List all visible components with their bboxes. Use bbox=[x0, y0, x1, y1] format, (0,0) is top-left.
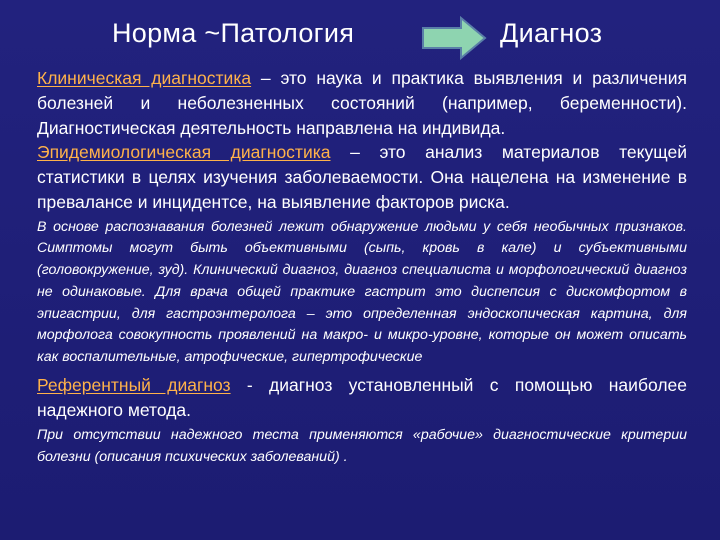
paragraph-epidemiological bbox=[37, 140, 687, 214]
term-reference-diagnosis: Референтный диагноз bbox=[37, 374, 231, 395]
title-diagnosis: Диагноз bbox=[500, 18, 603, 48]
term-epidemiological-diagnostics: Эпидемиологическая диагностика bbox=[37, 142, 331, 163]
paragraph-clinical bbox=[37, 66, 687, 140]
title-row bbox=[0, 16, 720, 60]
title-norm-pathology: Норма ~Патология bbox=[112, 18, 355, 48]
paragraph-recognition: В основе распознавания болезней лежит обнаружение людьми у себя необычных признаков. Симптомы могут быть объективными (сыпь, кровь в кале) и субъективными (головокружение, зуд). Клинический диагноз, диагноз специалиста и морфологический диагноз не одинаковые. Для врача общей практике гастрит это диспепсия с дискомфортом в эпигастрии, для гастроэнтеролога – это определенная эндоскопическая картина, для морфолога совокупность проявлений на макро- и микро-уровне, которые он может описать как воспалительные, атрофические, гипертрофические bbox=[37, 218, 687, 365]
clinical-definition: – это наука и практика выявления и различения болезней и неболезненных состояний (например, беременности). Диагностическая деятельность направлена на индивида. bbox=[37, 68, 687, 138]
paragraph-reference bbox=[37, 373, 687, 423]
slide-body bbox=[37, 66, 687, 469]
term-clinical-diagnostics: Клиническая диагностика bbox=[37, 68, 252, 88]
right-arrow-icon bbox=[421, 16, 487, 60]
paragraph-criteria: При отсутствии надежного теста применяются «рабочие» диагностические критерии болезни (описания психических заболеваний) . bbox=[37, 427, 687, 465]
reference-definition: - диагноз установленный с помощью наиболее надежного метода. bbox=[37, 374, 687, 420]
epidemiological-definition: – это анализ материалов текущей статистики в целях изучения заболеваемости. Она нацелена на изменение в превалансе и инцидентсе, на выявление факторов риска. bbox=[37, 142, 687, 212]
